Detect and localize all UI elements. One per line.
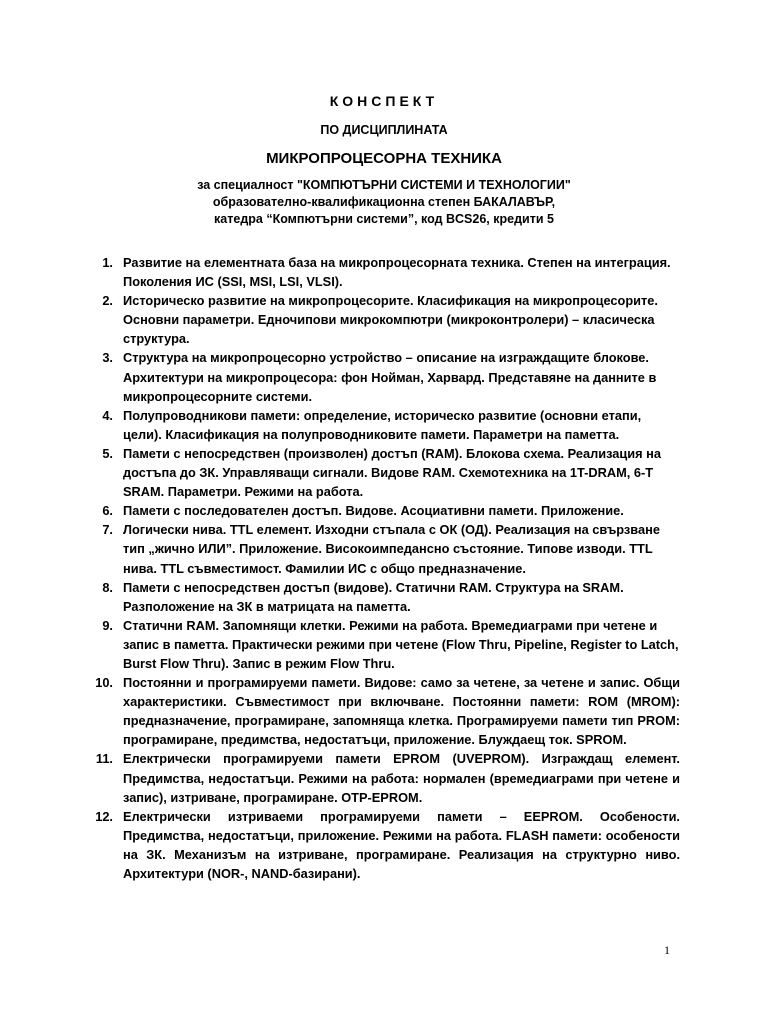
discipline-name: МИКРОПРОЦЕСОРНА ТЕХНИКА <box>266 150 502 167</box>
item-number: 12. <box>95 808 113 824</box>
item-number: 7. <box>102 522 113 538</box>
item-number: 5. <box>102 445 113 461</box>
item-text: Електрически изтриваеми програмируеми памети – EEPROM. Особености. Предимства, недостатъци, приложение. Режими на работа. FLASH памети: особености на ЗК. Механизъм на изтриване, програмиране. Реализация на структурно ниво. Архитектури (NOR-, NAND-базирани). <box>123 808 680 881</box>
list-item <box>90 673 680 749</box>
item-text: Постоянни и програмируеми памети. Видове: само за четене, за четене и запис. Общи характеристики. Съвместимост при включване. Постоянни памети: ROM (MROM): предназначение, програмиране, запомняща клетка. Програмируеми памети тип PROM: програмиране, предимства, недостатъци, приложение. Блуждаещ ток. SPROM. <box>123 675 680 748</box>
item-number: 8. <box>102 579 113 595</box>
item-text: Полупроводникови памети: определение, историческо развитие (основни етапи, цели). Класификация на полупроводниковите памети. Параметри на паметта. <box>123 407 642 442</box>
list-item <box>90 807 680 883</box>
item-text: Логически нива. TTL елемент. Изходни стъпала с ОК (ОД). Реализация на свързване тип „жично ИЛИ”. Приложение. Високоимпедансно състояние. Типове изводи. TTL нива. TTL съвместимост. Фамилии ИС с общо предназначение. <box>123 522 660 576</box>
list-item <box>90 253 680 291</box>
page-number: 1 <box>664 943 670 957</box>
item-text: Развитие на елементната база на микропроцесорната техника. Степен на интеграция. Поколения ИС (SSI, MSI, LSI, VLSI). <box>123 255 671 290</box>
list-item <box>90 520 680 577</box>
item-text: Електрически програмируеми памети EPROM (UVEPROM). Изграждащ елемент. Предимства, недостатъци. Режими на работа: нормален (времедиаграми при четене и запис), изтриване, програмиране. OTP-EPROM. <box>123 751 680 805</box>
item-number: 2. <box>102 293 113 309</box>
list-item <box>90 348 680 405</box>
item-text: Памети с непосредствен достъп (видове). Статични RAM. Структура на SRAM. Разположение на ЗК в матрицата на паметта. <box>123 579 624 614</box>
item-text: Статични RAM. Запомнящи клетки. Режими на работа. Времедиаграми при четене и запис в паметта. Практически режими при четене (Flow Thru, Pipeline, Register to Latch, Burst Flow Thru). Запис в режим Flow Thru. <box>123 617 679 671</box>
specialty-line: за специалност "КОМПЮТЪРНИ СИСТЕМИ И ТЕХНОЛОГИИ" <box>197 178 571 192</box>
list-item <box>90 749 680 806</box>
item-number: 3. <box>102 350 113 366</box>
topics-list <box>90 253 680 883</box>
document-subtitle: ПО ДИСЦИПЛИНАТА <box>320 123 448 137</box>
list-item <box>90 444 680 501</box>
item-text: Памети с последователен достъп. Видове. Асоциативни памети. Приложение. <box>123 503 624 519</box>
list-item <box>90 291 680 348</box>
item-text: Историческо развитие на микропроцесорите. Класификация на микропроцесорите. Основни параметри. Едночипови микрокомпютри (микроконтролери) – класическа структура. <box>123 293 658 347</box>
item-text: Памети с непосредствен (произволен) достъп (RAM). Блокова схема. Реализация на достъпа до ЗК. Управляващи сигнали. Видове RAM. Схемотехника на 1T-DRAM, 6-T SRAM. Параметри. Режими на работа. <box>123 445 661 500</box>
item-number: 9. <box>102 617 113 633</box>
list-item <box>90 578 680 616</box>
document-title: КОНСПЕКТ <box>329 93 439 109</box>
item-number: 11. <box>95 751 113 767</box>
list-item <box>90 406 680 444</box>
department-line: катедра “Компютърни системи”, код BCS26, кредити 5 <box>214 212 554 226</box>
item-number: 4. <box>102 407 113 423</box>
list-item <box>90 616 680 673</box>
list-item <box>90 501 680 520</box>
item-text: Структура на микропроцесорно устройство – описание на изграждащите блокове. Архитектури на микропроцесора: фон Нойман, Харвард. Представяне на данните в микропроцесорните системи. <box>123 350 657 404</box>
item-number: 10. <box>95 675 113 691</box>
item-number: 1. <box>102 255 113 270</box>
item-number: 6. <box>102 503 113 519</box>
degree-line: образователно-квалификационна степен БАКАЛАВЪР, <box>212 195 556 209</box>
